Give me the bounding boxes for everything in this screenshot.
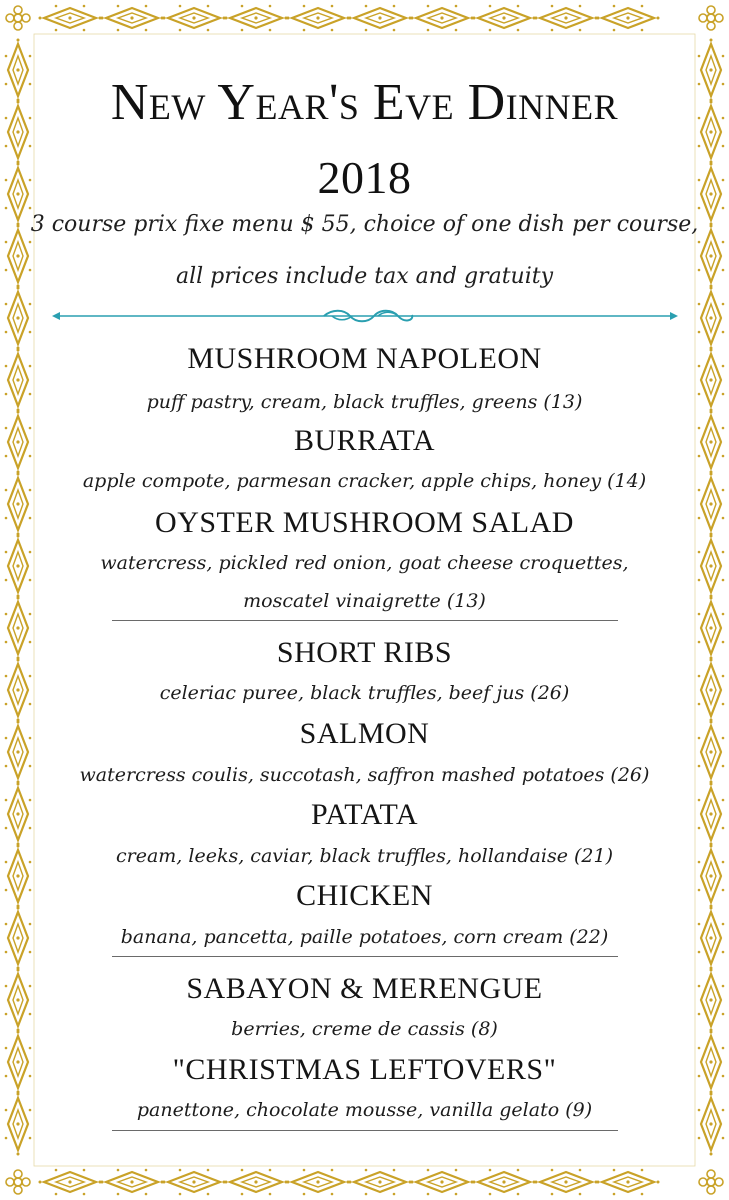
border-ornament [698,783,725,846]
dish-name-chicken: CHICKEN [296,879,433,912]
dish-name-sabayon-merengue: SABAYON & MERENGUE [186,972,543,1005]
border-ornament [699,1170,723,1194]
dish-name-burrata: BURRATA [293,424,436,457]
border-ornament [6,1170,30,1194]
dish-desc-mushroom-napoleon: puff pastry, cream, black truffles, greens (13) [146,391,583,413]
menu-year: 2018 [317,152,412,203]
border-ornament [698,101,725,164]
page-title: New Year's Eve Dinner [110,74,619,131]
border-ornament [6,6,30,30]
dish-name-salmon: SALMON [299,717,430,750]
dish-name-oyster-mushroom-salad: OYSTER MUSHROOM SALAD [155,506,574,539]
dish-desc-christmas-leftovers: panettone, chocolate mousse, vanilla gelato (9) [136,1099,593,1121]
dish-name-christmas-leftovers: "CHRISTMAS LEFTOVERS" [172,1053,557,1086]
course-divider [112,620,618,621]
dish-name-short-ribs: SHORT RIBS [276,636,453,669]
scroll-flourish-divider [52,305,678,327]
border-ornament [5,287,32,350]
border-ornament [5,411,32,474]
menu-subtitle-line1: 3 course prix fixe menu $ 55, choice of one dish per course, [30,212,699,237]
menu-card [30,0,699,1200]
dish-desc-oyster-mushroom-salad: watercress, pickled red onion, goat cheese croquettes, [100,552,629,574]
dish-desc-oyster-mushroom-salad-2: moscatel vinaigrette (13) [243,590,486,612]
menu-subtitle-line2: all prices include tax and gratuity [175,264,554,289]
dish-desc-burrata: apple compote, parmesan cracker, apple chips, honey (14) [82,470,647,492]
dish-desc-salmon: watercress coulis, succotash, saffron mashed potatoes (26) [79,764,650,786]
dish-desc-short-ribs: celeriac puree, black truffles, beef jus (26) [159,682,570,704]
border-ornament [698,287,725,350]
dish-desc-sabayon-merengue: berries, creme de cassis (8) [231,1018,498,1040]
dish-desc-patata: cream, leeks, caviar, black truffles, hollandaise (21) [116,845,613,867]
border-ornament [5,39,32,102]
border-ornament [5,783,32,846]
border-ornament [698,411,725,474]
dish-name-mushroom-napoleon: MUSHROOM NAPOLEON [187,342,542,375]
border-ornament [699,6,723,30]
border-ornament [698,39,725,102]
course-divider [112,1130,618,1131]
dish-name-patata: PATATA [310,798,419,831]
dish-desc-chicken: banana, pancetta, paille potatoes, corn cream (22) [120,926,609,948]
border-ornament [5,101,32,164]
course-divider [112,956,618,957]
